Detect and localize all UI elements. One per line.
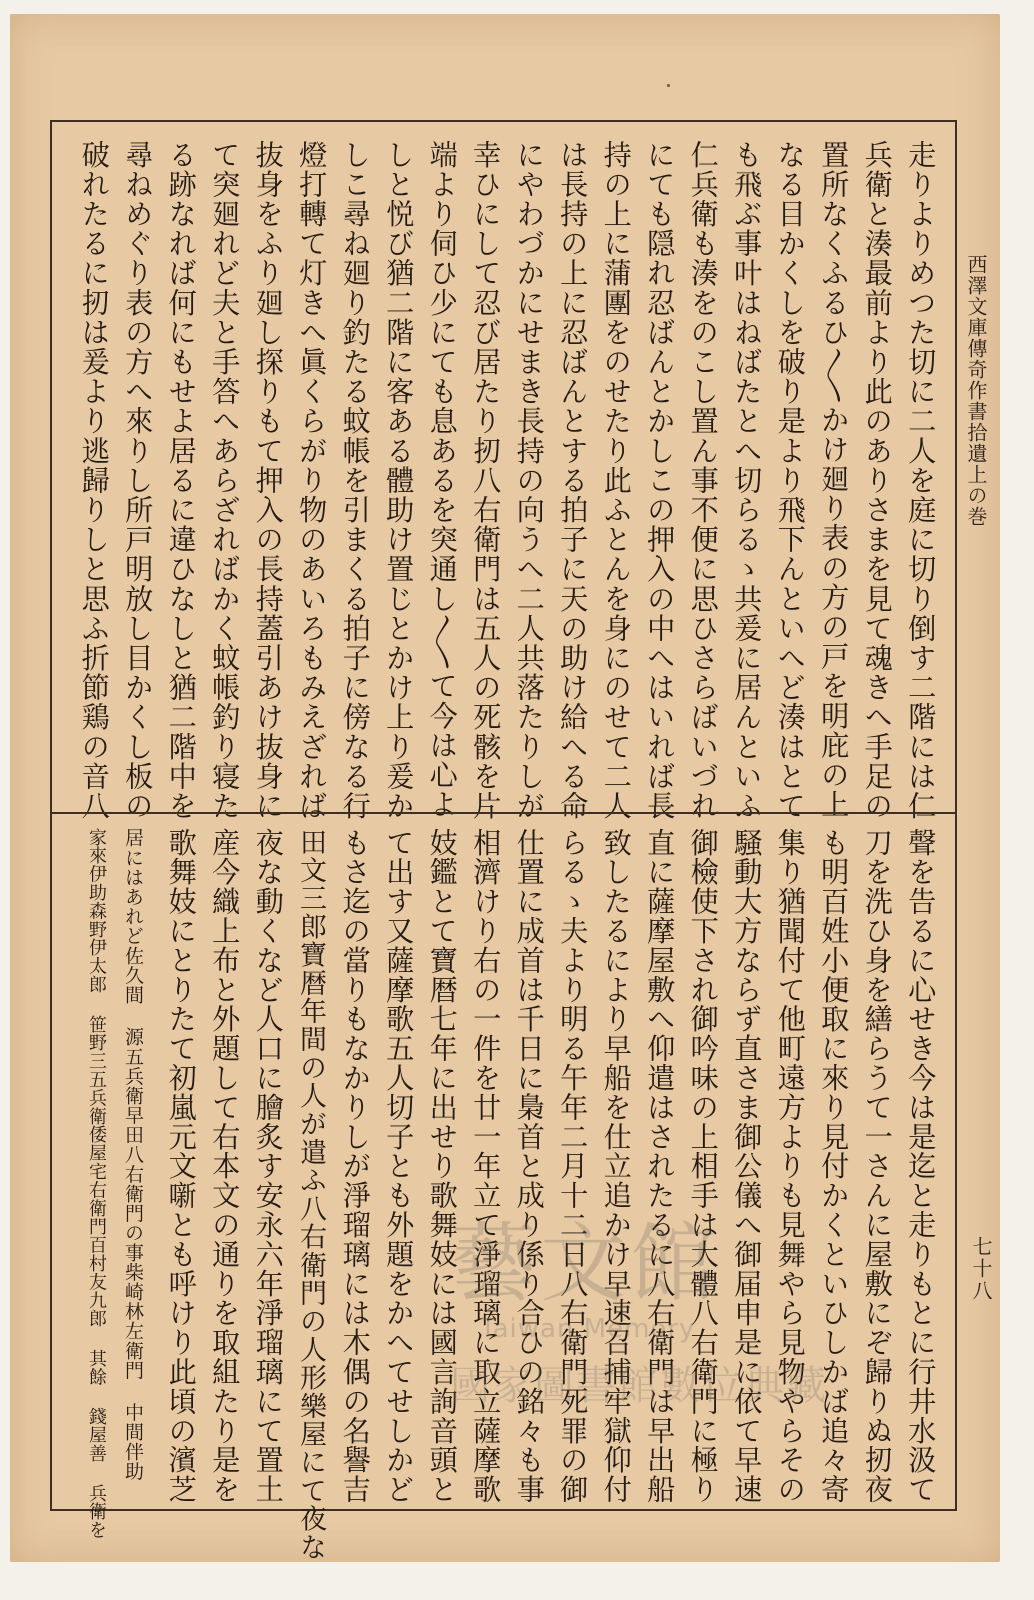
text-column: 集り猶聞付て他町遠方よりも見舞やら見物やらその	[773, 828, 807, 1505]
watermark-logo-chars: 藝文館	[450, 1214, 720, 1314]
text-column: も飛ぶ事叶はねばたとへ切らるゝ共爰に居んといふ	[730, 140, 764, 821]
text-column: 妓鑑とて寶暦七年に出せり歌舞妓には國言詢音頭と	[425, 828, 459, 1505]
text-column: て出す又薩摩歌五人切子とも外題をかへてせしかど	[382, 828, 416, 1505]
text-column: もさ迄の當りもなかりしが淨瑠璃には木偶の名譽吉	[338, 828, 372, 1505]
text-column: 仕置に成首は千日に梟首と成り係り合ひの銘々も事	[512, 828, 546, 1505]
text-column: 走りよりめつた切に二人を庭に切り倒す二階には仁	[904, 140, 938, 821]
text-column: 家來伊助森野伊太郎 笹野三五兵衛倭屋宅右衛門百村友九郎 其餘 錢屋善 兵衛を	[86, 828, 107, 1540]
text-column: は長持の上に忍ばんとする拍子に天の助け給へる命	[556, 140, 590, 821]
text-column: 御檢使下され御吟味の上相手は大體八右衛門に極り	[686, 828, 720, 1505]
text-column: しこ尋ね廻り釣たる蚊帳を引まくる拍子に傍なる行	[338, 140, 372, 821]
text-column: にやわづかにせまき長持の向うへ二人共落たりしが	[512, 140, 546, 821]
text-column: 端より伺ひ少にても息あるを突通し〳〵て今は心よ	[425, 140, 459, 820]
ink-speck	[667, 84, 670, 87]
text-column: 抜身をふり廻し探りもて押入の長持蓋引あけ抜身に	[251, 140, 285, 821]
text-column: 直に薩摩屋敷へ仰遣はされたるに八右衛門は早出船	[643, 828, 677, 1505]
text-column: も明百姓小便取に來り見付かくといひしかば追々寄	[817, 828, 851, 1505]
text-column: 聲を告るに心せき今は是迄と走りもとに行井水汲て	[904, 828, 938, 1505]
text-column: らるゝ夫より明る午年二月十二日八右衛門死罪の御	[556, 828, 590, 1505]
text-column: 燈打轉て灯きへ眞くらがり物のあいろもみえざれば	[295, 140, 329, 821]
text-column: 仁兵衛も湊をのこし置ん事不便に思ひさらばいづれ	[686, 140, 720, 821]
watermark-subtitle: 國家圖書館數位典藏	[450, 1363, 828, 1409]
page-number: 七十八	[969, 1236, 993, 1302]
text-column: 騒動大方ならず直さま御公儀へ御届申是に依て早速	[730, 828, 764, 1505]
text-column: しと悦び猶二階に客ある體助け置じとかけ上り爰か	[382, 140, 416, 821]
text-column: 幸ひにして忍び居たり扨八右衛門は五人の死骸を片	[469, 140, 503, 821]
text-column: 夜な動くなど人口に膾炙す安永六年淨瑠璃にて置土	[251, 828, 285, 1505]
text-column: 尋ねめぐり表の方へ來りし所戸明放し目かくし板の	[121, 140, 155, 821]
text-column: 歌舞妓にとりたて初嵐元文噺とも呼けり此頃の濱芝	[164, 828, 198, 1505]
text-column: 居にはあれど佐久間 源五兵衛早田八右衛門の事柴崎林左衛門 中間伴助	[122, 828, 144, 1481]
watermark-latin-text: Taiwan Memory	[480, 1314, 696, 1344]
text-column: 持の上に蒲團をのせたり此ふとんを身にのせて二人	[599, 140, 633, 821]
book-page	[10, 14, 1000, 1562]
text-column: る跡なれば何にもせよ居るに違ひなしと猶二階中を	[164, 140, 198, 821]
text-column: 置所なくふるひ〳〵かけ廻り表の方の戸を明庇の上	[817, 140, 851, 820]
text-column: て突廻れど夫と手答へあらざればかく蚊帳釣り寝た	[208, 140, 242, 821]
text-column: 相濟けり右の一件を廿一年立て淨瑠璃に取立薩摩歌	[469, 828, 503, 1505]
text-column: 破れたるに扨は爰より逃歸りしと思ふ折節鶏の音八	[77, 140, 111, 821]
text-column: にても隠れ忍ばんとかしこの押入の中へはいれば長	[643, 140, 677, 821]
text-column: 致したるにより早船を仕立追かけ早速召捕牢獄仰付	[599, 828, 633, 1505]
text-column: なる目かくしを破り是より飛下んといへど湊はとて	[773, 140, 807, 821]
text-column: 産今織上布と外題して右本文の通りを取組たり是を	[208, 828, 242, 1505]
text-column: 刀を洗ひ身を繕らうて一さんに屋敷にぞ歸りぬ扨夜	[860, 828, 894, 1505]
text-column: 田文三郎寶暦年間の人が遣ふ八右衛門の人形樂屋にて夜な	[295, 828, 326, 1562]
running-header: 西澤文庫傳奇作書拾遺上の巻	[964, 254, 988, 527]
text-column: 兵衛と湊最前より此のありさまを見て魂きへ手足の	[860, 140, 894, 821]
library-watermark	[450, 1194, 890, 1414]
